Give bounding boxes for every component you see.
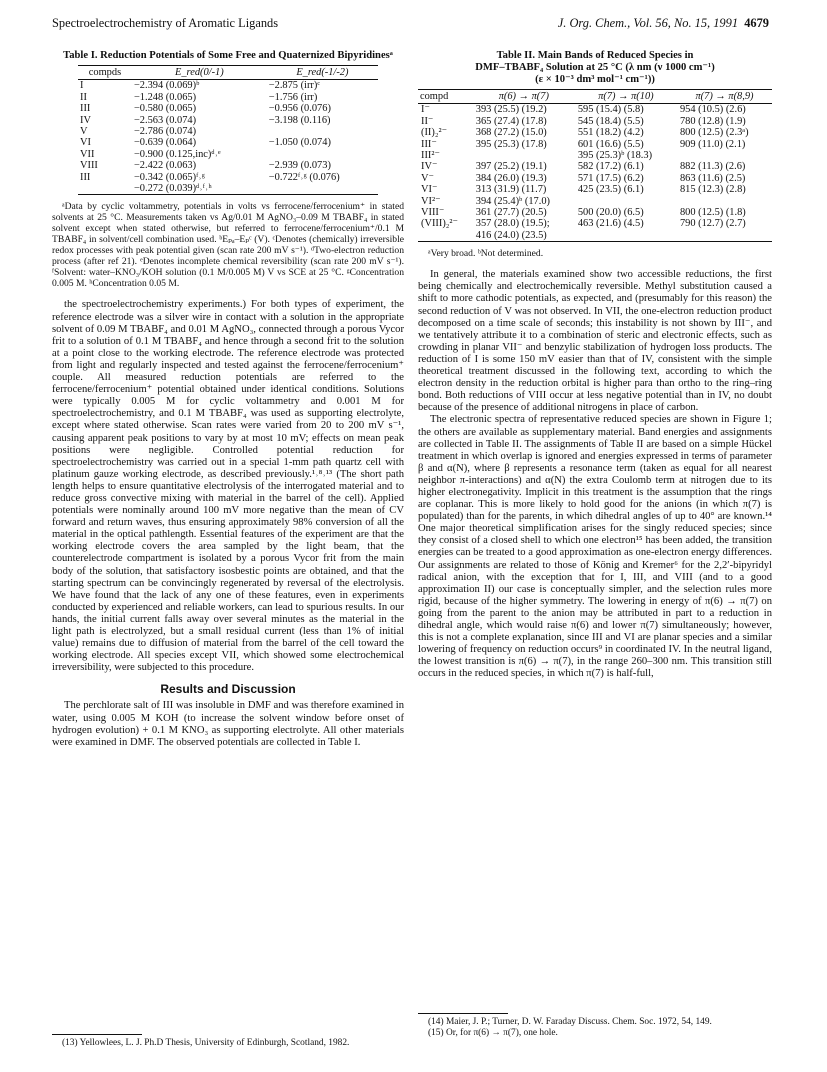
table2-cell: 790 (12.7) (2.7) [679,218,746,230]
table2-cell: 601 (16.6) (5.5) [577,138,644,150]
table1-cell: I [80,80,84,92]
table2-cell: IV⁻ [421,161,438,173]
table1-header: compds [78,66,132,80]
table1-cell: II [80,91,87,103]
table2-header: π(7) → π(8,9) [677,90,772,104]
left-column [52,44,404,749]
table2-cell: 384 (26.0) (19.3) [475,172,547,184]
table2-cell: 397 (25.2) (19.1) [475,161,547,173]
table2-cell: 571 (17.5) (6.2) [577,172,644,184]
running-header [52,16,769,34]
table1-row [78,160,378,171]
table2-cell: (VIII)₂²⁻ [421,218,459,230]
table1-footnote: ᵃData by cyclic voltammetry, potentials in volts vs ferrocene/ferrocenium⁺ in stated solvents at 25 °C. Measurements taken vs Ag/0.01 M AgNO₃–0.09 M TBABF₄ in stated solvent except when stated otherwise, but referred to ferrocene/ferrocenium⁺/0.1 M TBABF₄ in solvent/cell combination used. ᵇEₚₐ–Eₚᶜ (V). ᶜDenotes (chemically) irreversible redox processes with peak potential given (scan rate 200 mV s⁻¹). ᵈTwo-electron reduction process (after ref 21). ᵉDenotes incomplete chemical reversibility (scan rate 200 mV s⁻¹). ᶠSolvent: water–KNO₃/KOH solution (0.1 M/0.005 M) V vs SCE at 25 °C. ᵍConcentration 0.005 M. ʰConcentration 0.05 M. [52,201,404,290]
page-number: 4679 [744,16,769,30]
table2-cell: 395 (25.3) (17.8) [475,138,547,150]
table1-cell: −0.272 (0.039)ᵈ˒ᶠ˒ʰ [132,183,267,195]
table1-cell [267,149,378,160]
table1-cell: −0.580 (0.065) [133,103,197,115]
table2-cell: 780 (12.8) (1.9) [679,115,746,127]
table2-cell: II⁻ [421,115,434,127]
table1-cell: V [80,126,88,138]
table1-cell: −2.939 (0.073) [268,160,331,172]
table2-header-row [418,90,772,104]
table1-row [78,115,378,126]
table2-caption [418,50,772,86]
table2-caption-line: Table II. Main Bands of Reduced Species in [496,50,694,61]
table2-header: π(6) → π(7) [473,90,575,104]
table2-cell: 909 (11.0) (2.1) [679,138,746,150]
table2-cell: V⁻ [421,172,434,184]
table1-row [78,172,378,183]
methods-text [52,299,404,674]
table1-cell: III [80,103,91,115]
table1-row [78,137,378,148]
table2-cell: 800 (12.5) (2.3ᵃ) [679,127,749,139]
table2-cell: III²⁻ [421,150,440,162]
table1 [78,65,378,195]
table1-cell: −2.563 (0.074) [133,114,197,126]
table2-cell: 582 (17.2) (6.1) [577,161,644,173]
table2-header: π(7) → π(10) [575,90,677,104]
running-title: Spectroelectrochemistry of Aromatic Ligands [52,16,279,30]
table2-cell: VI²⁻ [421,195,441,207]
table1-header: E_red(-1/-2) [267,66,378,80]
table2-cell: 368 (27.2) (15.0) [475,127,547,139]
table2-row [418,173,772,184]
table2-cell: 361 (27.7) (20.5) [475,207,547,219]
table1-cell: VI [80,137,91,149]
table2-cell: 545 (18.4) (5.5) [577,115,644,127]
table1-cell: VII [80,148,95,160]
table1-cell: −1.050 (0.074) [268,137,331,149]
table2-cell [575,230,677,242]
reference-footnote: (15) Or, for π(6) → π(7), one hole. [428,1028,558,1038]
table2-cell: 313 (31.9) (11.7) [475,184,547,196]
table1-row [78,80,378,92]
table1-cell: −0.956 (0.076) [268,103,331,115]
table2-cell [418,230,473,242]
table1-cell: −1.756 (irr) [268,91,318,103]
table2-cell: VI⁻ [421,184,438,196]
table2-cell: I⁻ [421,104,430,116]
table2-row [418,116,772,127]
table1-cell: −2.875 (irr)ᶜ [268,80,320,92]
body-paragraph: The perchlorate salt of III was insoluble in DMF and was therefore examined in water, using 0.005 M KOH (to increase the solvent window before onset of hydrogen evolution) + 0.1 M KNO₃ as supporting electrolyte. All other materials were examined in DMF. The observed potentials are collected in Table I. [52,700,404,748]
table2-cell: 863 (11.6) (2.5) [679,172,746,184]
body-paragraph: the spectroelectrochemistry experiments.) For both types of experiment, the reference electrode was a silver wire in contact with a solution in the appropriate solvent of 0.09 M TBABF₄ and 0.01 M AgNO₃, connected through a porous Vycor frit to a solution of 0.1 M TBABF₄ and hence through a second frit to the solution at a point close to the working electrode. The reference electrode was protected from light and regularly inspected and tested against the ferrocene/ferrocenium⁺ couple. All measured reduction potentials are referred to the ferrocene/ferrocenium⁺ potential obtained under identical conditions. Solutions were typically 0.005 M for cyclic voltammetry and 0.001 M for spectroelectrochemistry, and 0.1 M TBABF₄ was used as supporting electrolyte, except where stated otherwise. Scan rates were varied from 20 to 200 mV s⁻¹, causing apparent peak positions to vary by at most 10 mV; effects on mean peak positions were negligible. Controlled potential reduction for spectroelectrochemistry was carried out in a special 1-mm path quartz cell with platinum gauze working electrode, as described previously.¹˒⁸˒¹³ (The short path length helps to ensure quantitative electrolysis of the interrogated material and to reduce gross convective mixing with material in the barrel of the cell). Applied potentials were nominally around 100 mV more negative than the mean of CV forward and return waves, thus ensuring approximately 98% conversion of all the material in the optical pathlength. Essential features of the experiment are that the working electrode covers the area sampled by the light beam, that the counterelectrode compartment is isolated by a porous Vycor frit from the main body of the solution, that satisfactory isosbestic points are obtained, and that the starting spectrum can be convincingly regenerated by reversal of the electrolysis. We have found that the lack of any one of these features, even in experiments conducted by experienced and reliable workers, can lead to spurious results. In our hands, the initial current falls away over several minutes as the material in the light path is electrolyzed, but a small residual current (less than 1% of initial value) remains due to diffusion of material from the barrel of the cell toward the working electrode. All species except VII, which showed some electrochemical irreversibility, were subjected to this procedure. [52,299,404,674]
journal-name: J. Org. Chem., Vol. 56, No. 15, 1991 [557,16,739,30]
table2-cell [677,196,772,207]
footnote-rule [418,1013,508,1014]
reference-footnote: (14) Maier, J. P.; Turner, D. W. Faraday Discuss. Chem. Soc. 1972, 54, 149. [428,1017,712,1027]
table2-caption-line: DMF–TBABF₄ Solution at 25 °C (λ nm (ν 1000 cm⁻¹) [475,62,715,73]
table1-cell [267,183,378,195]
table2-row [418,207,772,218]
table1-cell: −1.248 (0.065) [133,91,197,103]
right-footnotes [418,1013,772,1039]
table2-cell: 815 (12.3) (2.8) [679,184,746,196]
table2-cell: 500 (20.0) (6.5) [577,207,644,219]
table2-cell: 394 (25.4)ᵇ (17.0) [475,195,550,207]
table1-row [78,92,378,103]
table2-row [418,196,772,207]
body-paragraph: In general, the materials examined show two accessible reductions, the first being chemically and electrochemically reversible. Methyl substitution caused a shift to more cathodic potentials, as expected, and (presumably for this reason) the second reduction of V was not observed. In VII, the one-electron reduction product decomposed on a time scale of seconds; this instability is not shown by III⁻, and we tentatively attribute it to a combination of steric and electronic effects, such as crowding in planar VII⁻ and benzylic stabilization of hydrogen loss products. The reduction of I is some 150 mV easier than that of IV, consistent with the simple theoretical treatment discussed in the following text, according to which the electron density in the reduction orbital is higher para than ortho to the ring–ring bond. Both reductions of VIII occur at less negative potential than in IV, no doubt because of the presence of additional nitrogens in place of carbon. [418,269,772,414]
table2 [418,89,772,242]
table2-row [418,230,772,242]
table1-row [78,183,378,195]
table1-cell: VIII [80,160,98,172]
table2-row [418,104,772,116]
table2-cell: VIII⁻ [421,207,445,219]
table2-cell: 395 (25.3)ᵇ (18.3) [577,150,653,162]
table2-cell: III⁻ [421,138,437,150]
table2-row [418,139,772,150]
left-footnotes [52,1034,404,1049]
table2-cell: 425 (23.5) (6.1) [577,184,644,196]
table2-cell: (II)₂²⁻ [421,127,448,139]
discussion-text [418,269,772,680]
table1-row [78,149,378,160]
table2-caption-line: (ε × 10⁻³ dm³ mol⁻¹ cm⁻¹)) [535,74,655,85]
table1-cell: III [80,171,91,183]
table2-footnote: ᵃVery broad. ᵇNot determined. [428,248,544,260]
table2-cell: 882 (11.3) (2.6) [679,161,746,173]
table2-cell: 393 (25.5) (19.2) [475,104,547,116]
table2-cell: 463 (21.6) (4.5) [577,218,644,230]
table1-header-row [78,66,378,80]
table1-cell: −0.722ᶠ˒ᵍ (0.076) [268,171,340,183]
table1-row [78,126,378,137]
table1-cell: −0.900 (0.125,inc)ᵈ˒ᵉ [133,148,221,160]
table2-cell: 416 (24.0) (23.5) [473,230,575,242]
body-paragraph: The electronic spectra of representative reduced species are shown in Figure 1; the others are available as supplementary material. Band energies and assignments are collected in Table II. The assignments of Table II are based on a simple Hückel treatment in which overlap is ignored and energies expressed in terms of parameter β and α(N), where β represents a resonance term (taken as equal for all nearest neighbor π-interactions) and α(N) the extra Coulomb term at nitrogen due to its higher electronegativity. Implicit in this treatment is the assumption that the rings are coplanar. This is more likely to hold good for the anions (in which π(7) is populated) than for the parents, in which dihedral angles of up to 40° are known.¹⁴ One major theoretical simplification arises for the singly reduced species; since they consist of a closed shell to which one electron¹⁵ has been added, the transition energies can be treated to a good approximation as one-electron energy differences. Our assignments are related to those of König and Kremer⁶ for the 2,2′-bipyridyl radical anion, with the exception that for I, III, and VIII (and to a good approximation II) our case is conceptually simpler, and the selection rules more rigid, because of the higher symmetry. The lowering in energy of π(6) → π(7) on going from the parent to the anion may be attributed in part to a reduction in dihedral angle, which would raise π(6) and lower π(7) simultaneously; however, this is not a complete explanation, since III and VI are planar species and a similar lowering of frequency on reduction occurs⁹ in coordinated IV. In the neutral ligand, the lowest transition is π(6) → π(7), in the range 260–300 nm. This transition still occurs in the reduced species, in which π(7) is half-full, [418,414,772,680]
table1-row [78,103,378,114]
table2-cell: 365 (27.4) (17.8) [475,115,547,127]
table2-cell [473,150,575,161]
table2-row [418,161,772,172]
table1-cell: −2.786 (0.074) [133,126,197,138]
table2-cell: 954 (10.5) (2.6) [679,104,746,116]
table2-row [418,127,772,138]
table1-cell [267,126,378,137]
table1-cell: −0.639 (0.064) [133,137,197,149]
table2-row [418,150,772,161]
footnote-rule [52,1034,142,1035]
table1-cell: −0.342 (0.065)ᶠ˒ᵍ [133,171,205,183]
table1-cell [78,183,132,195]
table1-caption: Table I. Reduction Potentials of Some Free and Quaternized Bipyridinesᵃ [63,50,393,61]
table2-cell: 595 (15.4) (5.8) [577,104,644,116]
section-heading: Results and Discussion [160,682,296,697]
table2-cell: 800 (12.5) (1.8) [679,207,746,219]
results-text [52,700,404,748]
table1-cell: IV [80,114,91,126]
journal-citation [558,16,769,31]
table1-cell: −3.198 (0.116) [268,114,331,126]
table2-cell [575,196,677,207]
reference-footnote: (13) Yellowlees, L. J. Ph.D Thesis, University of Edinburgh, Scotland, 1982. [62,1038,350,1048]
table1-header: E_red(0/-1) [132,66,267,80]
table2-cell [677,150,772,161]
table2-body [418,104,772,242]
table2-cell: 357 (28.0) (19.5); [475,218,550,230]
table2-header: compd [418,90,473,104]
table2-cell: 551 (18.2) (4.2) [577,127,644,139]
table2-row [418,218,772,229]
right-column [418,44,772,680]
table1-cell: −2.394 (0.069)ᵇ [133,80,200,92]
table2-row [418,184,772,195]
table1-body [78,80,378,195]
table1-cell: −2.422 (0.063) [133,160,197,172]
table2-cell [677,230,772,242]
